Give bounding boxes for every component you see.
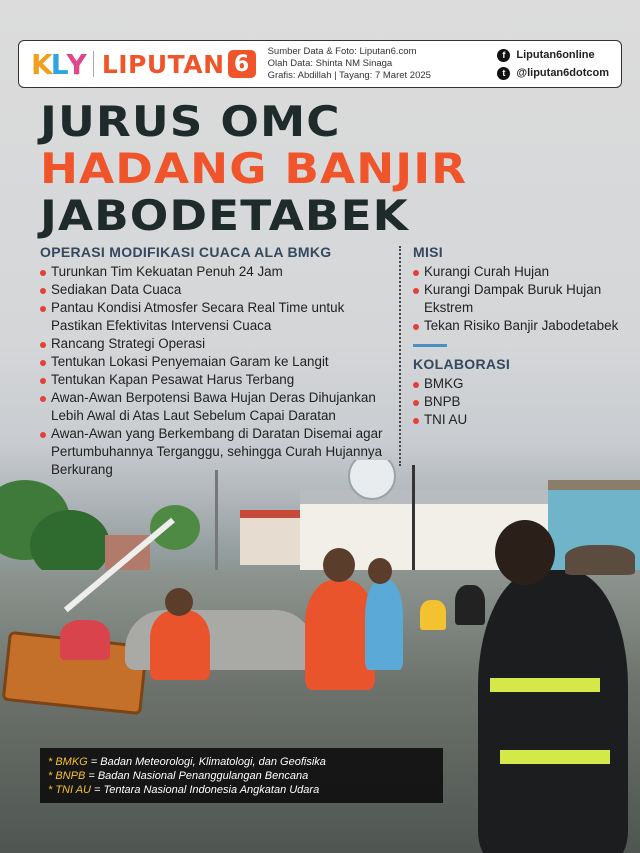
facebook-handle: Liputan6online xyxy=(516,49,595,61)
section-rule xyxy=(413,344,447,347)
firefighter-head xyxy=(495,520,555,585)
operasi-heading: OPERASI MODIFIKASI CUACA ALA BMKG xyxy=(40,244,332,260)
glossary-key: * TNI AU xyxy=(48,784,91,796)
glossary-def: = Badan Meteorologi, Klimatologi, dan Geofisika xyxy=(87,756,326,768)
glossary-row xyxy=(48,755,435,769)
liputan6-logo-badge: 6 xyxy=(228,50,256,78)
logo-separator xyxy=(93,51,94,77)
facebook-icon: f xyxy=(497,49,510,62)
title-line-2: HADANG BANJIR xyxy=(40,144,468,193)
twitter-icon: t xyxy=(497,67,510,80)
rescuer-vest xyxy=(150,610,210,680)
list-item: Tekan Risiko Banjir Jabodetabek xyxy=(413,317,623,335)
person xyxy=(365,580,403,670)
people-group xyxy=(565,545,635,575)
list-item: Pantau Kondisi Atmosfer Secara Real Time untuk Pastikan Efektivitas Intervensi Cuaca xyxy=(40,299,392,335)
glossary-box xyxy=(40,748,443,803)
page-title xyxy=(40,97,468,240)
kly-logo xyxy=(31,48,85,81)
operasi-section xyxy=(40,244,392,479)
liputan-logo-text: LIPUTAN xyxy=(101,49,225,79)
reflective-stripe xyxy=(490,678,600,692)
operasi-list xyxy=(40,263,392,479)
credits xyxy=(268,46,431,82)
list-item: Kurangi Dampak Buruk Hujan Ekstrem xyxy=(413,281,623,317)
list-item: Sediakan Data Cuaca xyxy=(40,281,392,299)
misi-kolaborasi-section xyxy=(413,244,623,429)
kly-letter: Y xyxy=(66,47,85,81)
list-item: BMKG xyxy=(413,375,623,393)
person xyxy=(60,620,110,660)
social-facebook[interactable] xyxy=(497,46,609,64)
glossary-key: * BMKG xyxy=(48,756,88,768)
child xyxy=(420,600,446,630)
kolaborasi-heading: KOLABORASI xyxy=(413,356,511,372)
misi-heading: MISI xyxy=(413,244,443,260)
list-item: Awan-Awan Berpotensi Bawa Hujan Deras Dihujankan Lebih Awal di Atas Laut Sebelum Capai Daratan xyxy=(40,389,392,425)
list-item: Awan-Awan yang Berkembang di Daratan Disemai agar Pertumbuhannya Terganggu, sehingga Curah Hujannya Berkurang xyxy=(40,425,392,479)
list-item: Tentukan Lokasi Penyemaian Garam ke Langit xyxy=(40,353,392,371)
kly-letter: L xyxy=(50,47,67,81)
glossary-row xyxy=(48,769,435,783)
reflective-stripe xyxy=(500,750,610,764)
list-item: Tentukan Kapan Pesawat Harus Terbang xyxy=(40,371,392,389)
credit-line: Grafis: Abdillah | Tayang: 7 Maret 2025 xyxy=(267,70,431,81)
list-item: Turunkan Tim Kekuatan Penuh 24 Jam xyxy=(40,263,392,281)
list-item: TNI AU xyxy=(413,411,623,429)
rescuer-head xyxy=(165,588,193,616)
credit-line: Olah Data: Shinta NM Sinaga xyxy=(267,58,393,69)
misi-list xyxy=(413,263,623,335)
rescuer-head xyxy=(323,548,355,582)
social-links xyxy=(497,46,609,82)
list-item: Rancang Strategi Operasi xyxy=(40,335,392,353)
list-item: BNPB xyxy=(413,393,623,411)
social-twitter[interactable] xyxy=(497,64,609,82)
credit-line: Sumber Data & Foto: Liputan6.com xyxy=(267,46,417,57)
header-bar xyxy=(18,40,622,88)
firefighter xyxy=(478,570,628,853)
person-head xyxy=(368,558,392,584)
list-item: Kurangi Curah Hujan xyxy=(413,263,623,281)
column-divider xyxy=(399,246,401,466)
person xyxy=(455,585,485,625)
twitter-handle: @liputan6dotcom xyxy=(516,67,609,79)
glossary-def: = Badan Nasional Penanggulangan Bencana xyxy=(85,770,309,782)
title-line-3: JABODETABEK xyxy=(40,191,409,240)
street-light xyxy=(215,470,218,570)
glossary-def: = Tentara Nasional Indonesia Angkatan Udara xyxy=(91,784,320,796)
kly-letter: K xyxy=(31,47,51,81)
title-line-1: JURUS OMC xyxy=(40,97,341,146)
glossary-key: * BNPB xyxy=(48,770,86,782)
kolaborasi-list xyxy=(413,375,623,429)
glossary-row xyxy=(48,783,435,797)
pole xyxy=(412,465,415,585)
